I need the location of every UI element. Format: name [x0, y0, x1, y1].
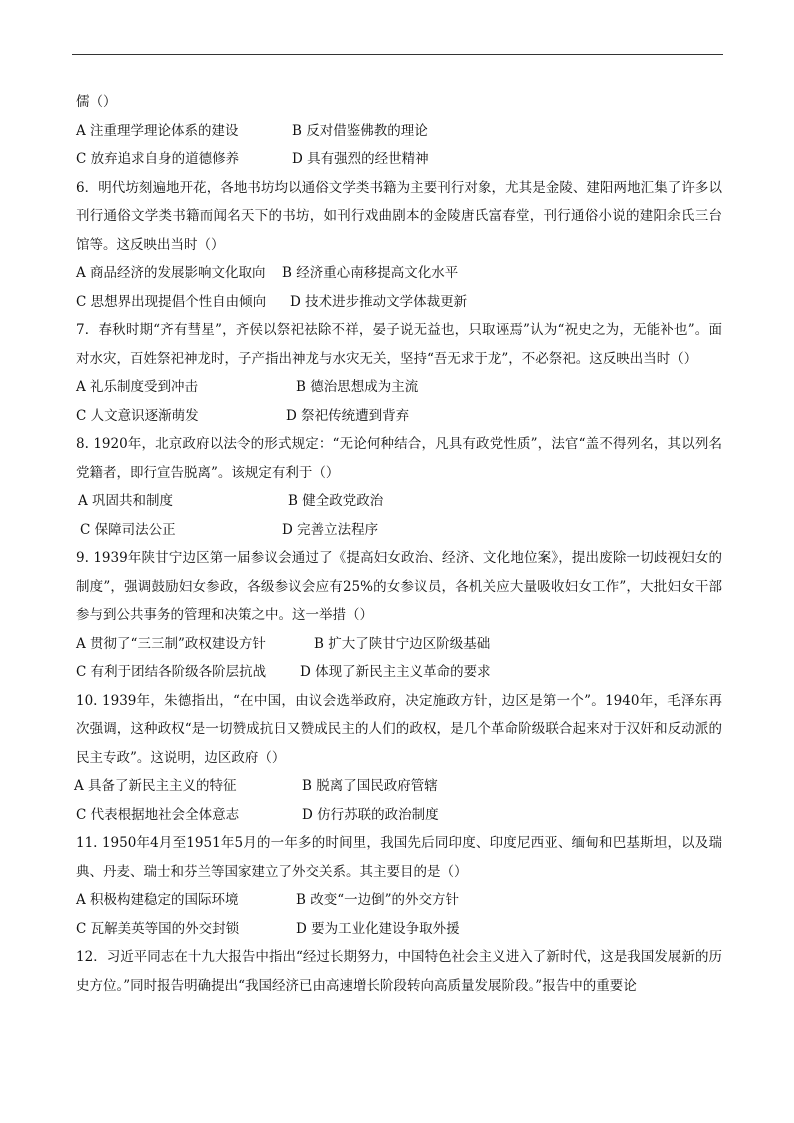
q7-options-row-2 [76, 402, 722, 431]
question-7-stem: 7．春秋时期“齐有彗星”，齐侯以祭祀祛除不祥，晏子说无益也，只取诬焉”认为“祝史之为，无能补也”。面对水灾，百姓祭祀神龙时，子产指出神龙与水灾无关，坚持“吾无求于龙”，不必祭祀。这反映出当时（） [76, 322, 722, 367]
q10-options-row-1 [76, 772, 722, 801]
q5-options-row-1 [76, 117, 722, 146]
q10-options-row-2 [76, 801, 722, 830]
question-6-stem: 6．明代坊刻遍地开花，各地书坊均以通俗文学类书籍为主要刊行对象，尤其是金陵、建阳两地汇集了许多以刊行通俗文学类书籍而闻名天下的书坊，如刊行戏曲剧本的金陵唐氏富春堂，刊行通俗小说的建阳余氏三台馆等。这反映出当时（） [76, 179, 722, 253]
question-12-stem: 12．习近平同志在十九大报告中指出“经过长期努力，中国特色社会主义进入了新时代，这是我国发展新的历史方位。”同时报告明确提出“我国经济已由高速增长阶段转向高质量发展阶段。”报告中的重要论 [76, 949, 722, 994]
q5-option-a[interactable]: A 注重理学理论体系的建设 [76, 122, 239, 139]
q6-options-row-1 [76, 259, 722, 288]
q11-option-b[interactable]: B 改变“一边倒”的外交方针 [296, 892, 460, 908]
exam-content [76, 88, 722, 1000]
continued-stem: 儒（） [76, 94, 117, 110]
q7-option-a[interactable]: A 礼乐制度受到冲击 [76, 379, 199, 395]
question-10-stem: 10. 1939年，朱德指出，“在中国，由议会选举政府，决定施政方针，边区是第一个”。1940年，毛泽东再次强调，这种政权“是一切赞成抗日又赞成民主的人们的政权，是几个革命阶级联合起来对于汉奸和反动派的民主专政”。这说明，边区政府（） [76, 692, 722, 766]
q6-options-row-2 [76, 288, 722, 317]
q6-option-a[interactable]: A 商品经济的发展影响文化取向 [76, 265, 266, 281]
q9-options-row-2 [76, 658, 722, 687]
q10-option-a[interactable]: A 具备了新民主主义的特征 [74, 778, 237, 794]
q8-option-a[interactable]: A 巩固共和制度 [78, 493, 174, 509]
q5-option-d[interactable]: D 具有强烈的经世精神 [292, 151, 429, 167]
q6-option-d[interactable]: D 技术进步推动文学体裁更新 [290, 293, 468, 310]
q9-option-a[interactable]: A 贯彻了“三三制”政权建设方针 [76, 635, 266, 652]
q6-option-b[interactable]: B 经济重心南移提高文化水平 [282, 265, 459, 281]
question-9-stem: 9. 1939年陕甘宁边区第一届参议会通过了《提高妇女政治、经济、文化地位案》，提出废除一切歧视妇女的制度”，强调鼓励妇女参政，各级参议会应有25%的女参议员，各机关应大量吸收妇女工作”，大批妇女干部参与到公共事务的管理和决策之中。这一举措（） [76, 550, 722, 623]
q6-option-c[interactable]: C 思想界出现提倡个性自由倾向 [76, 293, 267, 310]
q9-option-c[interactable]: C 有利于团结各阶级各阶层抗战 [76, 664, 267, 680]
q10-option-c[interactable]: C 代表根据地社会全体意志 [76, 806, 240, 823]
q10-option-d[interactable]: D 仿行苏联的政治制度 [302, 806, 439, 823]
q9-option-d[interactable]: D 体现了新民主主义革命的要求 [300, 664, 491, 680]
q8-options-row-1 [76, 487, 722, 516]
question-8-stem: 8. 1920年，北京政府以法令的形式规定：“无论何种结合，凡具有政党性质”，法官“盖不得列名，其以列名党籍者，即行宣告脱离”。该规定有利于（） [76, 436, 722, 481]
q5-option-c[interactable]: C 放弃追求自身的道德修养 [76, 151, 240, 167]
q8-option-d[interactable]: D 完善立法程序 [282, 521, 379, 538]
q5-options-row-2 [76, 145, 722, 174]
q11-option-d[interactable]: D 要为工业化建设争取外援 [296, 920, 460, 937]
q11-options-row-1 [76, 886, 722, 915]
header-rule [72, 54, 723, 55]
question-11-stem: 11. 1950年4月至1951年5月的一年多的时间里，我国先后同印度、印度尼西亚、缅甸和巴基斯坦，以及瑞典、丹麦、瑞士和芬兰等国家建立了外交关系。其主要目的是（） [76, 835, 722, 880]
q7-option-b[interactable]: B 德治思想成为主流 [296, 379, 419, 395]
q9-option-b[interactable]: B 扩大了陕甘宁边区阶级基础 [314, 635, 491, 652]
q8-option-c[interactable]: C 保障司法公正 [80, 521, 176, 538]
q7-option-d[interactable]: D 祭祀传统遭到背弃 [286, 407, 410, 424]
q8-option-b[interactable]: B 健全政党政治 [288, 493, 384, 509]
q7-option-c[interactable]: C 人文意识逐渐萌发 [76, 407, 199, 424]
q7-options-row-1 [76, 373, 722, 402]
q5-option-b[interactable]: B 反对借鉴佛教的理论 [292, 122, 428, 139]
q9-options-row-1 [76, 630, 722, 659]
q10-option-b[interactable]: B 脱离了国民政府管辖 [302, 778, 438, 794]
q8-options-row-2 [76, 516, 722, 545]
q11-options-row-2 [76, 915, 722, 944]
q11-option-a[interactable]: A 积极构建稳定的国际环境 [76, 892, 239, 908]
q11-option-c[interactable]: C 瓦解美英等国的外交封锁 [76, 920, 240, 937]
